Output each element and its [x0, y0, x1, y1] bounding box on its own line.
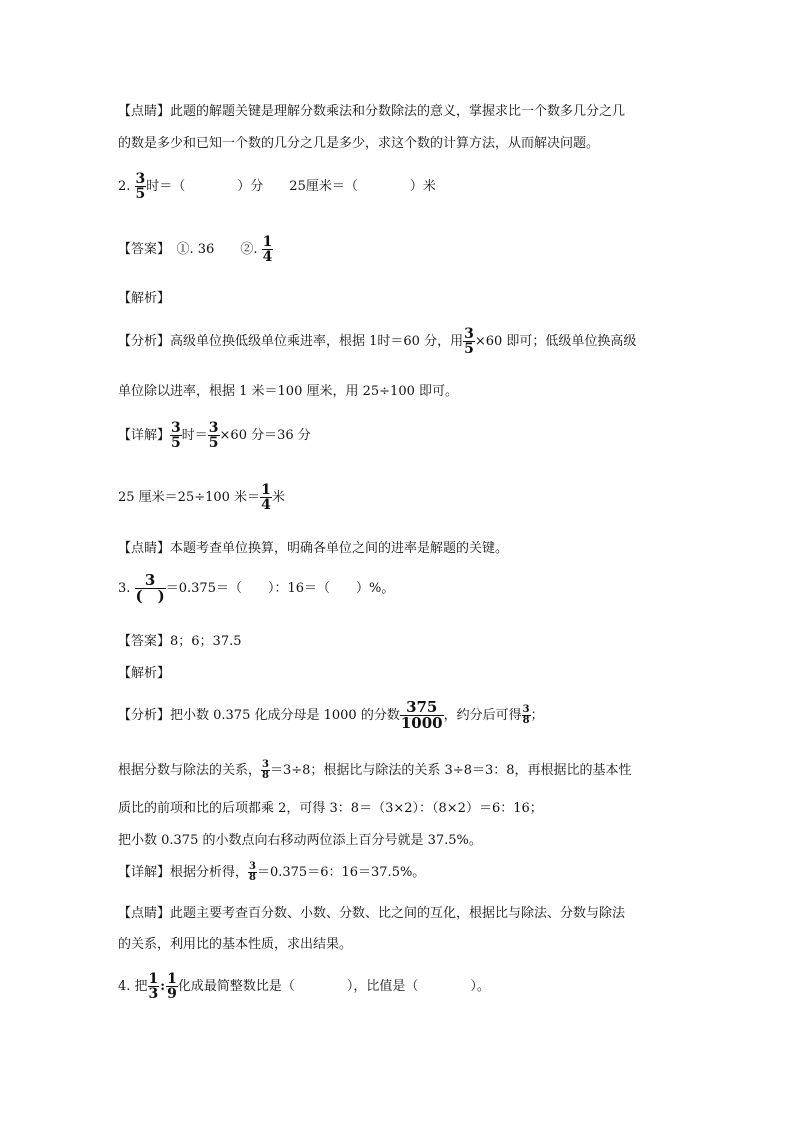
fraction: $\frac{1}{4}$ [261, 482, 271, 513]
fraction: $\frac{375}{1000}$ [400, 698, 443, 732]
detail-line-1: 【详解】 $\frac{3}{5}$ 时＝ $\frac{3}{5}$ ×60 分＝36 分 [118, 420, 311, 451]
fraction: $\frac{1}{9}$ [167, 971, 177, 1002]
question-2: 2. $\frac{3}{5}$ 时＝（ ）分 25厘米＝（ ）米 [118, 171, 436, 202]
fraction: $\frac{3}{8}$ [262, 759, 269, 781]
fraction: $\frac{3}{5}$ [135, 171, 146, 202]
fraction: $\frac{3}{5}$ [171, 420, 181, 451]
insight3-line-1: 【点睛】此题主要考查百分数、小数、分数、比之间的互化，根据比与除法、分数与除法 [118, 906, 626, 921]
fraction: $\frac{3}{8}$ [522, 704, 530, 726]
detail-line-2: 25 厘米＝25÷100 米＝ $\frac{1}{4}$ 米 [118, 482, 285, 513]
note-line-1: 【点睛】此题的解题关键是理解分数乘法和分数除法的意义，掌握求比一个数多几分之几 [118, 104, 626, 119]
insight3-line-2: 的关系，利用比的基本性质，求出结果。 [118, 937, 353, 952]
analysis-line-2: 单位除以进率，根据 1 米＝100 厘米，用 25÷100 即可。 [118, 384, 458, 399]
analysis3-line-1: 【分析】把小数 0.375 化成分母是 1000 的分数 $\frac{375}{1000}$ ，约分后可得 $\frac{3}{8}$ ； [118, 698, 544, 732]
fraction-blank: 3 ( ) [135, 571, 165, 605]
question-3: 3. 3 ( ) ＝0.375＝（ ）：16＝（ ）%。 [118, 571, 395, 605]
fraction: $\frac{3}{5}$ [208, 420, 219, 451]
analysis-line-1: 【分析】高级单位换低级单位乘进率，根据 1时＝60 分，用 $\frac{3}{5}$ ×60 即可；低级单位换高级 [118, 326, 637, 357]
answer-line-3: 【答案】8；6；37.5 [118, 634, 242, 649]
detail3-line: 【详解】根据分析得， $\frac{3}{8}$ ＝0.375＝6：16＝37.5%。 [118, 861, 426, 883]
analysis3-line-3: 质比的前项和比的后项都乘 2，可得 3：8＝（3×2）：（8×2）＝6：16； [118, 801, 543, 816]
analysis-heading-3: 【解析】 [118, 666, 171, 681]
analysis-heading: 【解析】 [118, 291, 171, 306]
fraction: $\frac{3}{5}$ [464, 326, 474, 357]
fraction: $\frac{3}{8}$ [249, 861, 256, 883]
note-line-2: 的数是多少和已知一个数的几分之几是多少，求这个数的计算方法，从而解决问题。 [118, 136, 600, 151]
insight-line: 【点睛】本题考查单位换算，明确各单位之间的进率是解题的关键。 [118, 541, 509, 556]
analysis3-line-4: 把小数 0.375 的小数点向右移动两位添上百分号就是 37.5%。 [118, 833, 482, 848]
fraction: $\frac{1}{4}$ [262, 234, 273, 265]
analysis3-line-2: 根据分数与除法的关系， $\frac{3}{8}$ ＝3÷8；根据比与除法的关系 3÷8＝3：8，再根据比的基本性 [118, 759, 632, 781]
question-4: 4. 把 $\frac{1}{3}$ : $\frac{1}{9}$ 化成最简整数比是（ ），比值是（ ）。 [118, 971, 490, 1002]
answer-line: 【答案】 ①. 36 ②. $\frac{1}{4}$ [118, 234, 273, 265]
fraction: $\frac{1}{3}$ [148, 971, 159, 1002]
